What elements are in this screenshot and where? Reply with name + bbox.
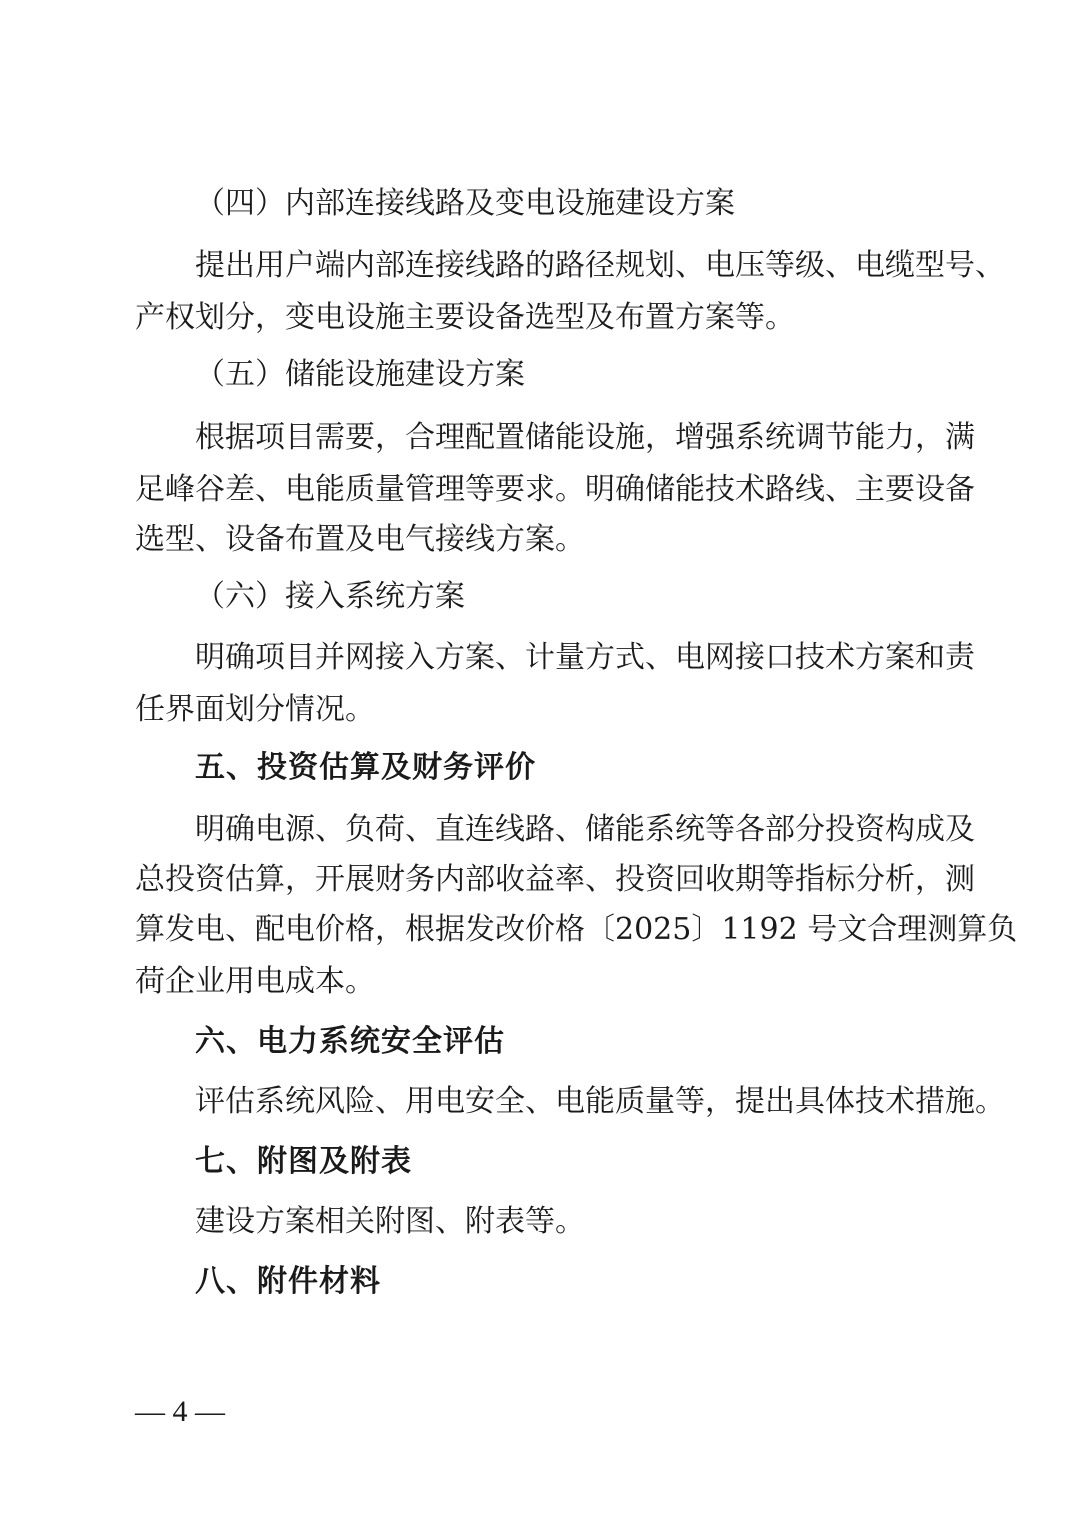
section-heading-6: 六、电力系统安全评估: [195, 1024, 505, 1059]
section-heading-7: 七、附图及附表: [195, 1144, 412, 1179]
section-heading-5: 五、投资估算及财务评价: [195, 750, 536, 785]
subsection-title-5: （五）储能设施建设方案: [195, 357, 525, 392]
subsection-title-6: （六）接入系统方案: [195, 579, 465, 614]
paragraph-line: 评估系统风险、用电安全、电能质量等，提出具体技术措施。: [195, 1084, 1005, 1119]
paragraph-line: 总投资估算，开展财务内部收益率、投资回收期等指标分析，测: [135, 862, 975, 897]
paragraph-line: 算发电、配电价格，根据发改价格〔2025〕1192 号文合理测算负: [135, 912, 1018, 947]
section-heading-8: 八、附件材料: [195, 1264, 381, 1299]
paragraph-line: 选型、设备布置及电气接线方案。: [135, 522, 585, 557]
paragraph-line: 荷企业用电成本。: [135, 964, 375, 999]
paragraph-line: 明确电源、负荷、直连线路、储能系统等各部分投资构成及: [195, 812, 975, 847]
subsection-title-4: （四）内部连接线路及变电设施建设方案: [195, 186, 735, 221]
page-number: — 4 —: [135, 1395, 225, 1428]
paragraph-line: 建设方案相关附图、附表等。: [195, 1204, 585, 1239]
paragraph-line: 任界面划分情况。: [135, 692, 375, 727]
paragraph-line: 根据项目需要，合理配置储能设施，增强系统调节能力，满: [195, 420, 975, 455]
paragraph-line: 提出用户端内部连接线路的路径规划、电压等级、电缆型号、: [195, 248, 1005, 283]
paragraph-line: 产权划分，变电设施主要设备选型及布置方案等。: [135, 300, 795, 335]
paragraph-line: 足峰谷差、电能质量管理等要求。明确储能技术路线、主要设备: [135, 472, 975, 507]
paragraph-line: 明确项目并网接入方案、计量方式、电网接口技术方案和责: [195, 640, 975, 675]
